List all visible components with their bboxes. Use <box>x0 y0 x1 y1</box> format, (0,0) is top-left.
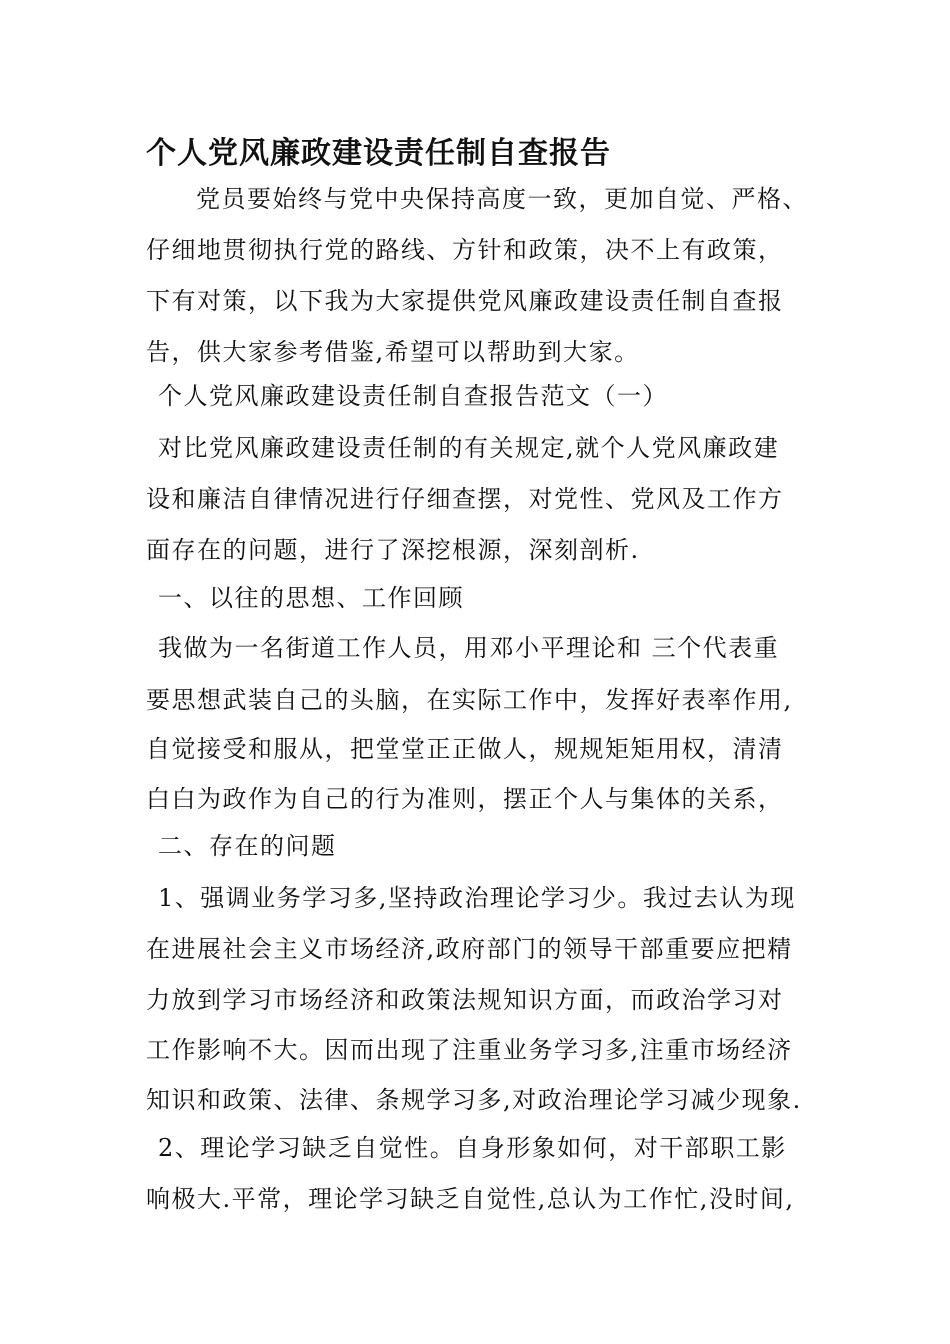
text-line: 我做为一名街道工作人员，用邓小平理论和 三个代表重 <box>158 634 780 662</box>
text-line: 在进展社会主义市场经济,政府部门的领导干部重要应把精 <box>146 935 793 963</box>
text-line: 党员要始终与党中央保持高度一致，更加自觉、严格、 <box>196 185 808 213</box>
text-line: 工作影响不大。因而出现了注重业务学习多,注重市场经济 <box>146 1036 793 1064</box>
section-heading: 二、存在的问题 <box>158 832 337 860</box>
text-line: 力放到学习市场经济和政策法规知识方面，而政治学习对 <box>146 986 784 1014</box>
text-line: 告，供大家参考借鉴,希望可以帮助到大家。 <box>146 338 640 366</box>
section-heading: 一、以往的思想、工作回顾 <box>158 584 464 612</box>
text-line: 要思想武装自己的头脑，在实际工作中，发挥好表率作用, <box>146 686 793 714</box>
text-line: 知识和政策、法律、条规学习多,对政治理论学习减少现象. <box>146 1086 802 1114</box>
text-line: 2、理论学习缺乏自觉性。自身形象如何，对干部职工影 <box>158 1134 787 1162</box>
text-line: 1、强调业务学习多,坚持政治理论学习少。我过去认为现 <box>158 884 796 912</box>
text-line: 自觉接受和服从，把堂堂正正做人，规规矩矩用权，清清 <box>146 735 784 763</box>
text-line: 面存在的问题，进行了深挖根源，深刻剖析. <box>146 536 640 564</box>
text-line: 下有对策，以下我为大家提供党风廉政建设责任制自查报 <box>146 287 784 315</box>
text-line: 响极大.平常，理论学习缺乏自觉性,总认为工作忙,没时间, <box>146 1185 795 1213</box>
section-heading: 个人党风廉政建设责任制自查报告范文（一） <box>158 382 668 410</box>
text-line: 设和廉洁自律情况进行仔细查摆，对党性、党风及工作方 <box>146 485 784 513</box>
text-line: 白白为政作为自己的行为准则，摆正个人与集体的关系， <box>146 785 784 813</box>
text-line: 仔细地贯彻执行党的路线、方针和政策，决不上有政策， <box>146 236 784 264</box>
document-title: 个人党风廉政建设责任制自查报告 <box>146 136 611 171</box>
text-line: 对比党风廉政建设责任制的有关规定,就个人党风廉政建 <box>158 434 780 462</box>
